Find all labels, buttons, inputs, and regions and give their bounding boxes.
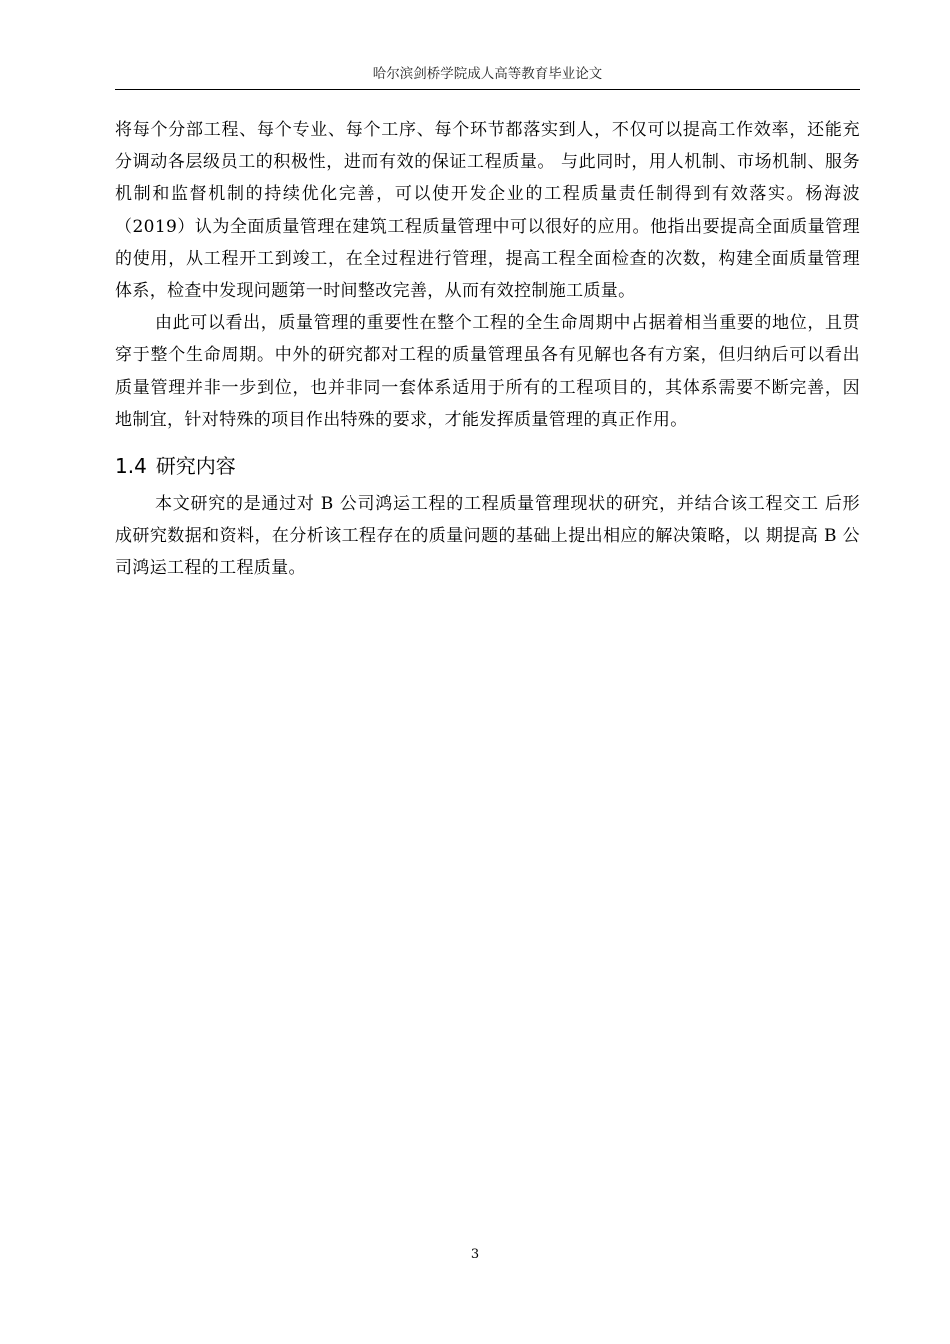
body-paragraph-continued: 将每个分部工程、每个专业、每个工序、每个环节都落实到人，不仅可以提高工作效率，还能充分调动各层级员工的积极性，进而有效的保证工程质量。 与此同时，用人机制、市场机制、服务机制和监督机制的持续优化完善，可以使开发企业的工程质量责任制得到有效落实。杨海波（2019）认为全面质量管理在建筑工程质量管理中可以很好的应用。他指出要提高全面质量管理的使用，从工程开工到竣工，在全过程进行管理，提高工程全面检查的次数，构建全面质量管理体系，检查中发现问题第一时间整改完善，从而有效控制施工质量。 [115, 120, 860, 302]
running-header: 哈尔滨剑桥学院成人高等教育毕业论文 [372, 66, 603, 82]
body-paragraph-summary: 由此可以看出，质量管理的重要性在整个工程的全生命周期中占据着相当重要的地位，且贯穿于整个生命周期。中外的研究都对工程的质量管理虽各有见解也各有方案，但归纳后可以看出质量管理并非一步到位，也并非同一套体系适用于所有的工程项目的，其体系需要不断完善，因地制宜，针对特殊的项目作出特殊的要求，才能发挥质量管理的真正作用。 [115, 313, 860, 430]
section-heading [115, 444, 860, 488]
section-number: 1.4 [115, 454, 147, 479]
page-body [115, 114, 860, 585]
page-number: 3 [470, 1247, 480, 1262]
header-divider [115, 89, 860, 90]
section-title: 研究内容 [155, 454, 236, 479]
section-paragraph: 本文研究的是通过对 B 公司鸿运工程的工程质量管理现状的研究，并结合该工程交工 后形成研究数据和资料，在分析该工程存在的质量问题的基础上提出相应的解决策略，以 期提高 B 公司鸿运工程的工程质量。 [115, 494, 860, 579]
